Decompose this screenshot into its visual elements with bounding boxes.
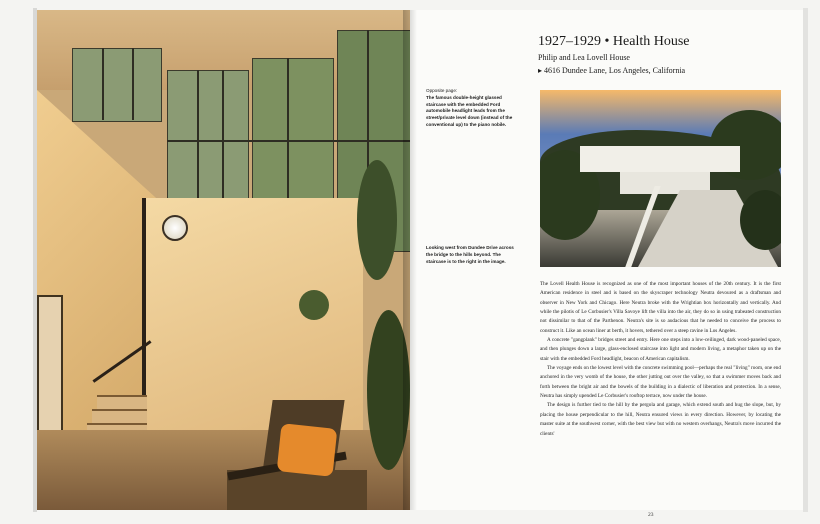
headlight-lamp [162,215,188,241]
paragraph: A concrete "gangplank" bridges street and entry. Here one steps into a low-ceilinged, dark wood-paneled space, and then plunges down a large, glass-enclosed staircase into light and modern living, a metaphor taken up on the stair with the embedded Ford headlight, beacon of American capitalism. [540,337,781,362]
title-separator: • [604,34,610,49]
photo-doorway [37,295,63,439]
lounge-chair [227,400,367,510]
page-edge-right [803,8,808,512]
book-gutter-shadow [403,10,417,510]
page-number: 23 [648,512,654,518]
photo-plant [357,160,397,280]
page-title [538,34,788,50]
body-text [540,280,781,439]
caption-opposite-body: The famous double-height glassed staircase with the embedded Ford automobile headlight leads from the street/private level down (instead of the conventional up) to the piano nobile. [426,94,513,127]
caption-opposite-head: Opposite page: [426,88,458,93]
photo-window-upper-left [72,48,162,122]
caption-opposite-page [426,88,521,129]
photo-mullion [102,48,104,120]
staircase-photo [37,10,410,510]
photo-mullion [287,58,289,218]
address: ▸ 4616 Dundee Lane, Los Angeles, California [538,66,686,75]
house-exterior-photo [540,90,781,267]
title-name: Health House [612,34,690,49]
paragraph: The Lovell Health House is recognized as one of the most important houses of the 20th century. It is the first American residence in steel and is based on the skyscraper technology Neutra devoured as a draftsman and observer in New York and Chicago. Here Neutra broke with the Wrightian box horizontally and vertically. And while the pilotis of Le Corbusier's Villa Savoye lift the villa into the air, they do so in using trabeated construction not dissimilar to that of the Parthenon. Neutra's site is so audacious that he needed to conceive the process to construct it. Like an ocean liner at berth, it hovers, tethered over a steep ravine in Los Angeles. [540,281,781,334]
photo-mullion [132,48,134,120]
photo-house [580,146,740,172]
photo-transom [167,140,410,142]
text-page [410,10,803,518]
page-header [538,34,788,76]
photo-plant [299,290,329,320]
caption-photo [426,245,521,265]
paragraph: The voyage ends on the lowest level with the concrete swimming pool—perhaps the real "living" room, one end anchored in the very womb of the house, the other jutting out over the valley, so that a swimmer moves back and forth between the bright air and the bowels of the building in a dialectic of liberation and protection. In a sense, Neutra has simply upended Le Corbusier's rooftop terrace, now under the house. [540,365,781,400]
caption-photo-text: Looking west from Dundee Drive across the bridge to the hills beyond. The staircase is to the right in the image. [426,245,514,264]
client-name: Philip and Lea Lovell House [538,53,630,62]
photo-window-right [252,58,334,220]
paragraph: The design is further tied to the hill by the pergola and garage, which extend south and hug the slope, but, by placing the house perpendicular to the hill, Neutra ensured views in every direction. However, by locating the master suite at the southwest corner, with the best view but with no western overhangs, Neutra's move incurred the clients' [540,402,781,437]
orange-pillow [277,423,338,477]
title-years: 1927–1929 [538,34,601,49]
